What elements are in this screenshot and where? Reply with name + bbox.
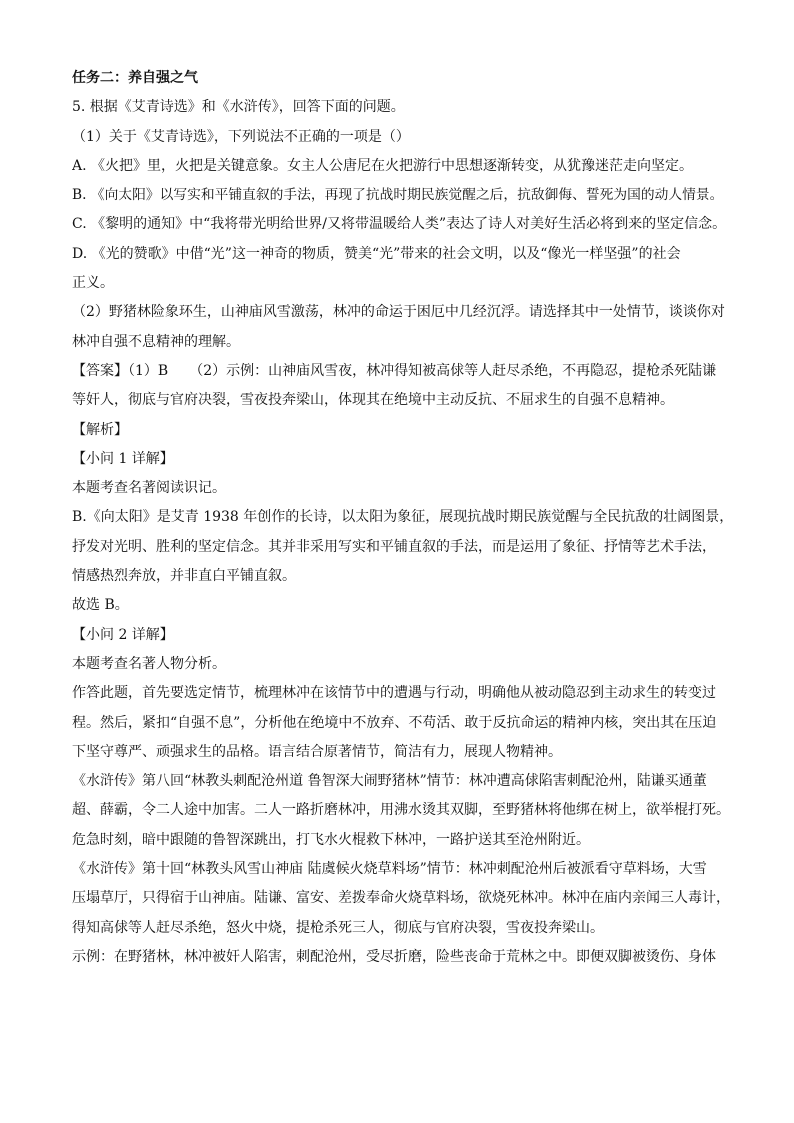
section-title: 任务二：养自强之气 [72, 70, 198, 86]
q1-detail-line-2: 抒发对光明、胜利的坚定信念。其并非采用写实和平铺直叙的手法，而是运用了象征、抒情等艺术手法， [72, 538, 716, 555]
q2-detail-heading: 【小问 2 详解】 [72, 626, 174, 643]
q1-detail-heading: 【小问 1 详解】 [72, 450, 174, 467]
q2-method-line-1: 作答此题，首先要选定情节，梳理林冲在该情节中的遭遇与行动，明确他从被动隐忍到主动求生的转变过 [72, 685, 716, 702]
option-d-line-2: 正义。 [72, 275, 114, 292]
chapter-10-line-1: 《水浒传》第十回“林教头风雪山神庙 陆虞候火烧草料场”情节：林冲刺配沧州后被派看守草料场，大雪 [72, 861, 707, 878]
chapter-10-line-2: 压塌草厅，只得宿于山神庙。陆谦、富安、差拨奉命火烧草料场，欲烧死林冲。林冲在庙内亲闻三人毒计， [72, 890, 730, 907]
q2-detail-intro: 本题考查名著人物分析。 [72, 655, 226, 672]
option-d-line-1: D. 《光的赞歌》中借“光”这一神奇的物质，赞美“光”带来的社会文明，以及“像光一样坚强”的社会 [72, 245, 681, 262]
analysis-heading: 【解析】 [72, 421, 128, 438]
chapter-10-line-3: 得知高俅等人赶尽杀绝，怒火中烧，提枪杀死三人，彻底与官府决裂，雪夜投奔梁山。 [72, 919, 604, 936]
q1-detail-intro: 本题考查名著阅读识记。 [72, 480, 226, 497]
option-c: C. 《黎明的通知》中“我将带光明给世界/又将带温暖给人类”表达了诗人对美好生活必将到来的坚定信念。 [72, 216, 727, 233]
subquestion-1: （1）关于《艾青诗选》，下列说法不正确的一项是（） [72, 128, 410, 145]
subquestion-2-line-1: （2）野猪林险象环生，山神庙风雪激荡，林冲的命运于困厄中几经沉浮。请选择其中一处情节，谈谈你对 [72, 304, 725, 321]
chapter-8-line-1: 《水浒传》第八回“林教头刺配沧州道 鲁智深大闹野猪林”情节：林冲遭高俅陷害刺配沧州，陆谦买通董 [72, 773, 707, 790]
q1-detail-line-1: B.《向太阳》是艾青 1938 年创作的长诗，以太阳为象征，展现抗战时期民族觉醒与全民抗敌的壮阔图景， [72, 509, 734, 526]
answer-line-2: 等奸人，彻底与官府决裂，雪夜投奔梁山，体现其在绝境中主动反抗、不屈求生的自强不息精神。 [72, 392, 674, 409]
chapter-8-line-3: 危急时刻，暗中跟随的鲁智深跳出，打飞水火棍救下林冲，一路护送其至沧州附近。 [72, 831, 590, 848]
subquestion-2-line-2: 林冲自强不息精神的理解。 [72, 333, 240, 350]
answer-line-1: 【答案】（1）B （2）示例：山神庙风雪夜，林冲得知被高俅等人赶尽杀绝，不再隐忍，提枪杀死陆谦 [72, 362, 717, 379]
question-stem: 5. 根据《艾青诗选》和《水浒传》，回答下面的问题。 [72, 99, 405, 116]
option-a: A. 《火把》里，火把是关键意象。女主人公唐尼在火把游行中思想逐渐转变，从犹豫迷茫走向坚定。 [72, 157, 694, 174]
q2-method-line-3: 下坚守尊严、顽强求生的品格。语言结合原著情节，简洁有力，展现人物精神。 [72, 743, 562, 760]
document-page [72, 64, 734, 972]
option-b: B. 《向太阳》以写实和平铺直叙的手法，再现了抗战时期民族觉醒之后，抗敌御侮、誓死为国的动人情景。 [72, 187, 724, 204]
chapter-8-line-2: 超、薛霸，令二人途中加害。二人一路折磨林冲，用沸水烫其双脚，至野猪林将他绑在树上，欲举棍打死。 [72, 802, 730, 819]
q2-method-line-2: 程。然后，紧扣“自强不息”，分析他在绝境中不放弃、不苟活、敢于反抗命运的精神内核，突出其在压迫 [72, 714, 717, 731]
q1-detail-line-3: 情感热烈奔放，并非直白平铺直叙。 [72, 568, 296, 585]
q1-conclusion: 故选 B。 [72, 597, 129, 614]
example-line-1: 示例：在野猪林，林冲被奸人陷害，刺配沧州，受尽折磨，险些丧命于荒林之中。即便双脚被烫伤、身体 [72, 948, 716, 965]
